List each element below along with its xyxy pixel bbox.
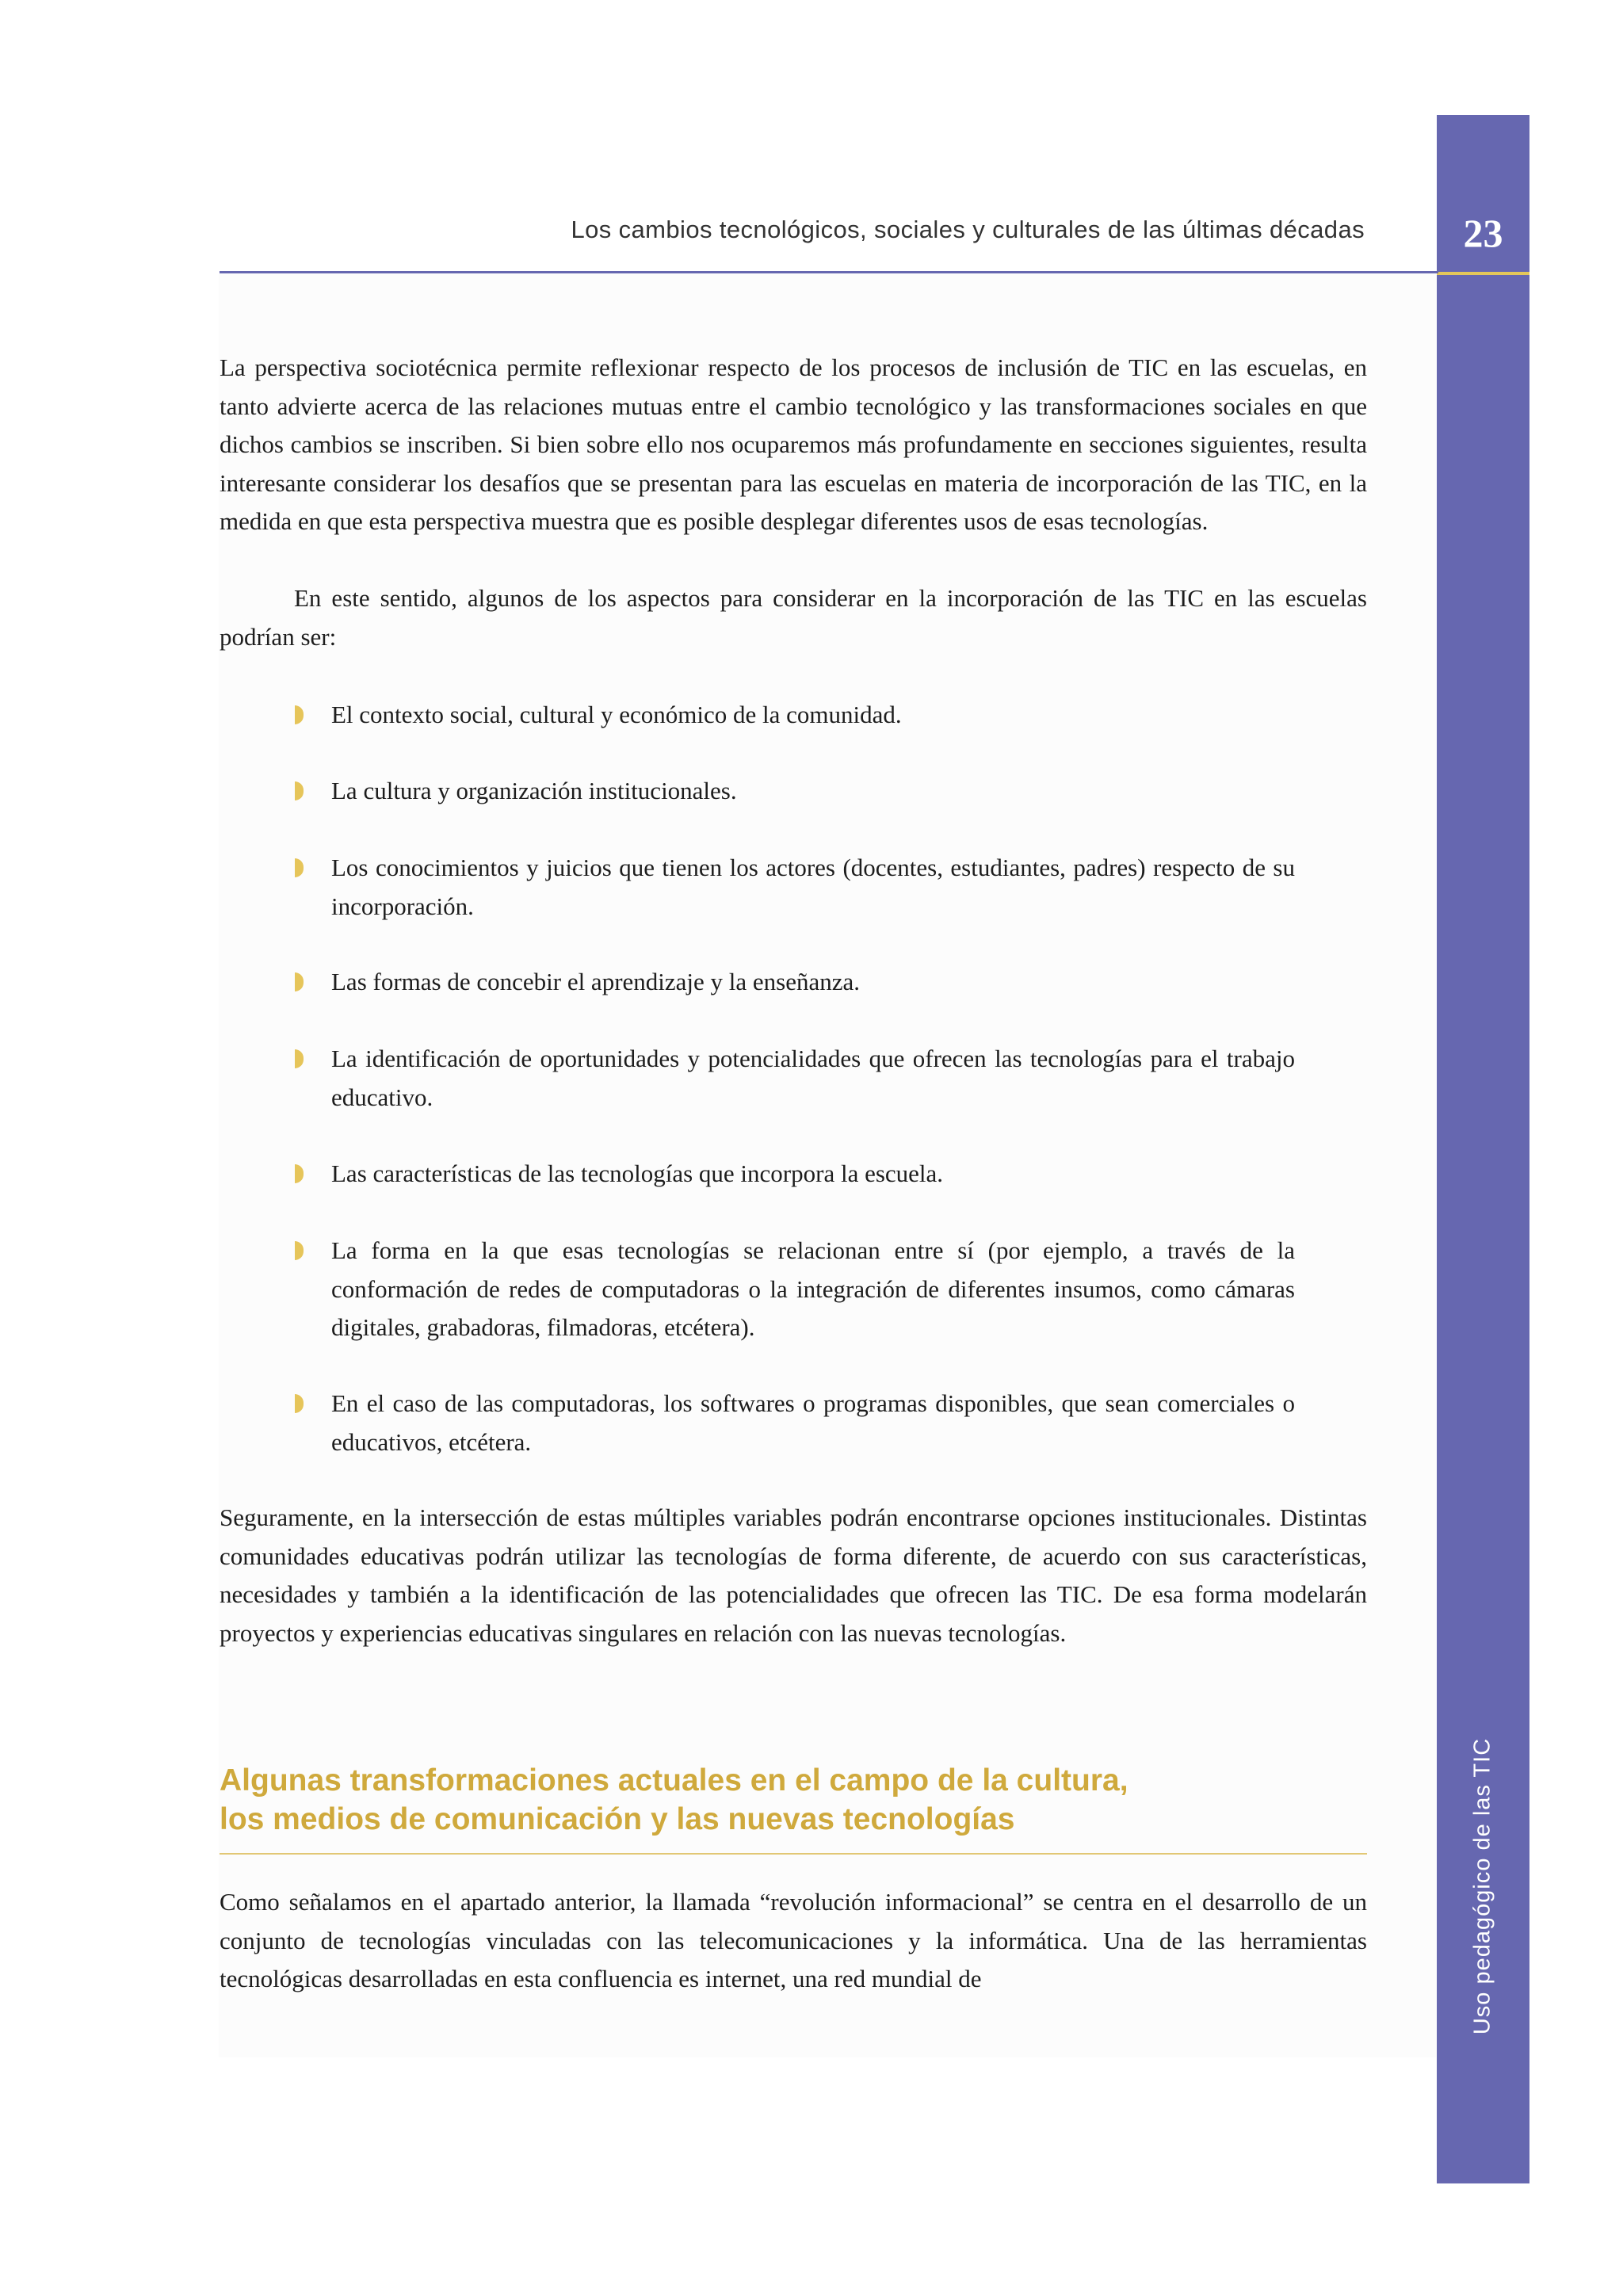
header-rule <box>220 271 1438 273</box>
list-item: Las características de las tecnologías que incorpora la escuela. <box>295 1155 1295 1194</box>
list-item: La forma en la que esas tecnologías se relacionan entre sí (por ejemplo, a través de la conformación de redes de computadoras o la integración de diferentes insumos, como cámaras digitales, grabadoras, filmadoras, etcétera). <box>295 1232 1295 1347</box>
bullet-icon <box>295 705 304 724</box>
page-number: 23 <box>1463 211 1503 255</box>
paragraph-aspects: En este sentido, algunos de los aspectos para considerar en la incorporación de las TIC en las escuelas podrían ser: <box>220 584 1367 651</box>
list-item: Las formas de concebir el aprendizaje y la enseñanza. <box>295 963 1295 1002</box>
bullet-icon <box>295 1049 304 1068</box>
bullet-icon <box>295 858 304 877</box>
list-item: La cultura y organización institucionales. <box>295 772 1295 811</box>
section-heading-line: Algunas transformaciones actuales en el campo de la cultura, <box>220 1763 1128 1797</box>
section-heading-line: los medios de comunicación y las nuevas tecnologías <box>220 1802 1015 1836</box>
list-item: Los conocimientos y juicios que tienen los actores (docentes, estudiantes, padres) respecto de su incorporación. <box>295 849 1295 926</box>
running-header: Los cambios tecnológicos, sociales y culturales de las últimas décadas <box>571 216 1365 243</box>
bullet-icon <box>295 781 304 800</box>
list-item: En el caso de las computadoras, los softwares o programas disponibles, que sean comerciales o educativos, etcétera. <box>295 1385 1295 1461</box>
section-heading <box>220 1761 1369 1839</box>
list-item: La identificación de oportunidades y potencialidades que ofrecen las tecnologías para el trabajo educativo. <box>295 1040 1295 1117</box>
bullet-icon <box>295 1164 304 1183</box>
heading-rule <box>220 1853 1367 1855</box>
bullet-icon <box>295 1241 304 1260</box>
side-section-label: Uso pedagógico de las TIC <box>1469 1737 1495 2035</box>
bullet-icon <box>295 972 304 991</box>
band-divider <box>1437 272 1529 275</box>
list-item: El contexto social, cultural y económico de la comunidad. <box>295 696 1295 735</box>
paragraph-conclusion: Seguramente, en la intersección de estas múltiples variables podrán encontrarse opciones institucionales. Distintas comunidades educativas podrán utilizar las tecnologías de forma diferente, de acuerdo con sus características, necesidades y también a la identificación de las potencialidades que ofrecen las TIC. De esa forma modelarán proyectos y experiencias educativas singulares en relación con las nuevas tecnologías. <box>220 1503 1367 1647</box>
paragraph-intro: La perspectiva sociotécnica permite reflexionar respecto de los procesos de inclusión de TIC en las escuelas, en tanto advierte acerca de las relaciones mutuas entre el cambio tecnológico y las transformaciones sociales en que dichos cambios se inscriben. Si bien sobre ello nos ocuparemos más profundamente en secciones siguientes, resulta interesante considerar los desafíos que se presentan para las escuelas en materia de incorporación de las TIC, en la medida en que esta perspectiva muestra que es posible desplegar diferentes usos de esas tecnologías. <box>220 353 1367 535</box>
bullet-icon <box>295 1394 304 1413</box>
paragraph-section-intro: Como señalamos en el apartado anterior, la llamada “revolución informacional” se centra en el desarrollo de un conjunto de tecnologías vinculadas con las telecomunicaciones y la informática. Una de las herramientas tecnológicas desarrolladas en esta confluencia es internet, una red mundial de <box>220 1888 1367 1992</box>
